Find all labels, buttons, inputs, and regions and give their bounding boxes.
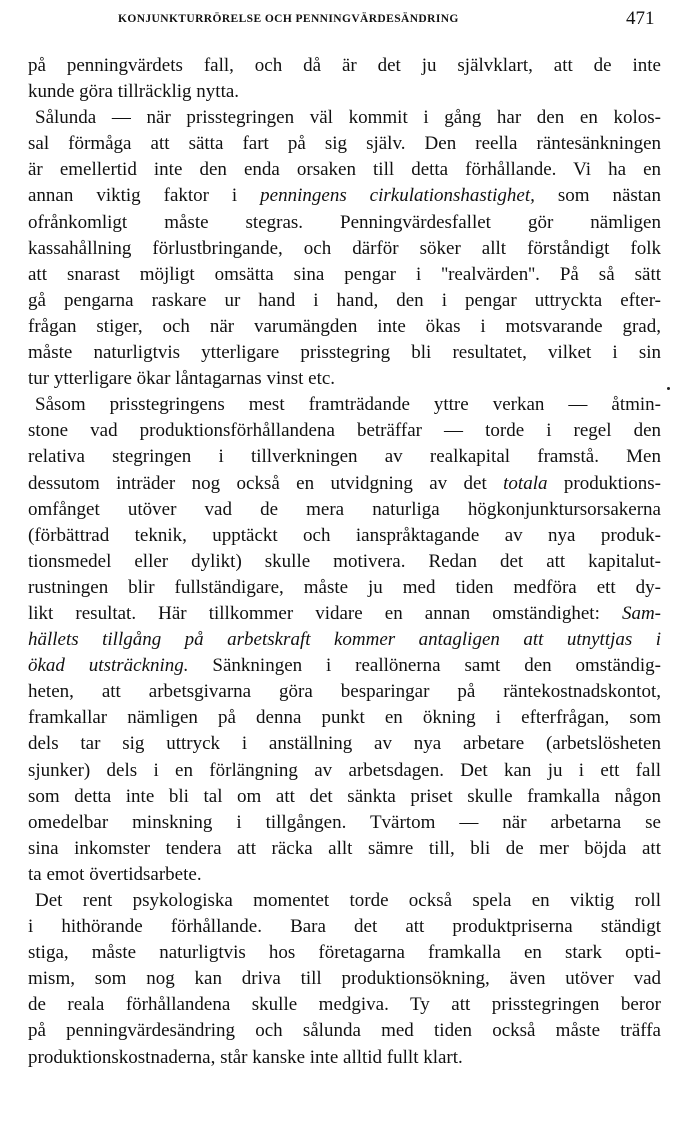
text-segment: som nästan <box>534 185 661 207</box>
text-line <box>28 288 661 314</box>
text-segment: kunde göra tillräcklig nytta. <box>28 81 240 103</box>
text-segment: omedelbar minskning i tillgången. Tvärtom — när arbetarna se <box>28 811 661 833</box>
text-line <box>28 914 661 940</box>
text-line <box>28 549 661 575</box>
text-line <box>28 862 661 888</box>
text-segment: är emellertid inte den enda orsaken till detta förhållande. Vi ha en <box>28 159 661 181</box>
text-line <box>28 366 661 392</box>
text-segment: Sänkningen i reallönerna samt den omständig- <box>188 655 661 677</box>
running-title: KONJUNKTURRÖRELSE OCH PENNINGVÄRDESÄNDRING <box>118 13 459 25</box>
text-line <box>28 705 661 731</box>
text-segment: framkallar nämligen på denna punkt en ökning i efterfrågan, som <box>28 707 661 729</box>
page-number: 471 <box>626 8 655 29</box>
text-line <box>28 157 661 183</box>
text-line <box>28 810 661 836</box>
text-line <box>28 392 661 418</box>
text-segment: rustningen blir fullständigare, måste ju med tiden medföra ett dy- <box>28 576 661 598</box>
text-line <box>28 262 661 288</box>
text-line <box>28 105 661 131</box>
italic-text: ökad utsträckning. <box>28 655 189 677</box>
paragraph <box>28 888 661 1071</box>
text-segment: tur ytterligare ökar låntagarnas vinst etc. <box>28 368 336 390</box>
text-line <box>28 575 661 601</box>
text-segment: Såsom prisstegringens mest framträdande yttre verkan — åtmin- <box>35 394 661 416</box>
paragraph <box>28 53 661 105</box>
text-line <box>28 79 661 105</box>
text-segment: på penningvärdets fall, och då är det ju självklart, att de inte <box>28 55 661 76</box>
page-body <box>28 53 661 1071</box>
text-segment: gå pengarna raskare ur hand i hand, den i pengar uttryckta efter- <box>28 289 661 311</box>
text-line <box>28 444 661 470</box>
text-segment: ofrånkomligt måste stegras. Penningvärdesfallet gör nämligen <box>28 211 661 233</box>
text-segment: i hithörande förhållande. Bara det att produktpriserna ständigt <box>28 916 661 938</box>
text-line <box>28 1045 661 1071</box>
text-segment: likt resultat. Här tillkommer vidare en annan omständighet: <box>28 602 622 624</box>
italic-text: penningens cirkulationshastighet, <box>260 185 535 207</box>
text-line <box>28 314 661 340</box>
text-segment: produktionskostnaderna, står kanske inte alltid fullt klart. <box>28 1046 463 1068</box>
text-segment: Det rent psykologiska momentet torde också spela en viktig roll <box>35 890 661 911</box>
text-line <box>28 53 661 79</box>
text-segment: dels tar sig uttryck i anställning av nya arbetare (arbetslösheten <box>28 733 661 755</box>
text-segment: sal förmåga att sätta fart på sig själv. Den reella räntesänkningen <box>28 133 661 155</box>
text-segment: frågan stiger, och när varumängden inte ökas i motsvarande grad, <box>28 315 661 337</box>
text-line <box>28 497 661 523</box>
text-segment: sina inkomster tendera att räcka allt sämre till, bli de mer böjda att <box>28 837 661 859</box>
text-segment: mism, som nog kan driva till produktionsökning, även utöver vad <box>28 968 661 990</box>
text-segment: måste naturligtvis ytterligare prisstegring bli resultatet, vilket i sin <box>28 342 661 364</box>
text-segment: de reala förhållandena skulle medgiva. Ty att prisstegringen beror <box>28 994 661 1016</box>
italic-text: totala <box>503 472 548 494</box>
italic-text: Sam- <box>621 602 661 624</box>
text-line <box>28 758 661 784</box>
text-segment: kassahållning förlustbringande, och därför söker allt förståndigt folk <box>28 237 661 259</box>
text-line <box>28 183 661 209</box>
text-segment: stone vad produktionsförhållandena beträffar — torde i regel den <box>28 420 661 442</box>
scan-speck <box>667 387 670 390</box>
text-line <box>28 471 661 497</box>
text-segment: produktions- <box>547 472 661 494</box>
text-segment: sjunker) dels i en förlängning av arbetsdagen. Det kan ju i ett fall <box>28 759 661 781</box>
text-line <box>28 679 661 705</box>
text-line <box>28 131 661 157</box>
text-line <box>28 784 661 810</box>
text-line <box>28 731 661 757</box>
text-segment: att snarast möjligt omsätta sina pengar i ''realvärden''. På så sätt <box>28 263 661 285</box>
paragraph <box>28 105 661 392</box>
text-segment: dessutom inträder nog också en utvidgning av det <box>28 472 504 494</box>
text-line <box>28 340 661 366</box>
text-line <box>28 1018 661 1044</box>
text-line <box>28 627 661 653</box>
text-line <box>28 236 661 262</box>
text-segment: (förbättrad teknik, upptäckt och ianspråktagande av nya produk- <box>28 524 661 546</box>
text-line <box>28 653 661 679</box>
text-segment: ta emot övertidsarbete. <box>28 863 202 885</box>
text-segment: på penningvärdesändring och sålunda med tiden också måste träffa <box>28 1020 661 1042</box>
text-segment: tionsmedel eller dylikt) skulle motivera. Redan det att kapitalut- <box>28 550 661 572</box>
italic-text: hällets tillgång på arbetskraft kommer antagligen att utnyttjas i <box>28 629 661 651</box>
text-line <box>28 523 661 549</box>
text-line <box>28 210 661 236</box>
text-segment: Sålunda — när prisstegringen väl kommit i gång har den en kolos- <box>35 107 661 129</box>
text-segment: annan viktig faktor i <box>28 185 261 207</box>
text-segment: omfånget utöver vad de mera naturliga högkonjunktursorsakerna <box>28 498 661 520</box>
text-line <box>28 966 661 992</box>
text-line <box>28 836 661 862</box>
paragraph <box>28 392 661 888</box>
text-line <box>28 992 661 1018</box>
text-segment: relativa stegringen i tillverkningen av realkapital framstå. Men <box>28 446 661 468</box>
text-line <box>28 418 661 444</box>
text-line <box>28 888 661 914</box>
page-header <box>0 8 680 32</box>
text-line <box>28 601 661 627</box>
text-segment: heten, att arbetsgivarna göra besparingar på räntekostnadskontot, <box>28 681 661 703</box>
text-line <box>28 940 661 966</box>
text-segment: stiga, måste naturligtvis hos företagarna framkalla en stark opti- <box>28 942 661 964</box>
text-segment: som detta inte bli tal om att det sänkta priset skulle framkalla någon <box>28 785 661 807</box>
